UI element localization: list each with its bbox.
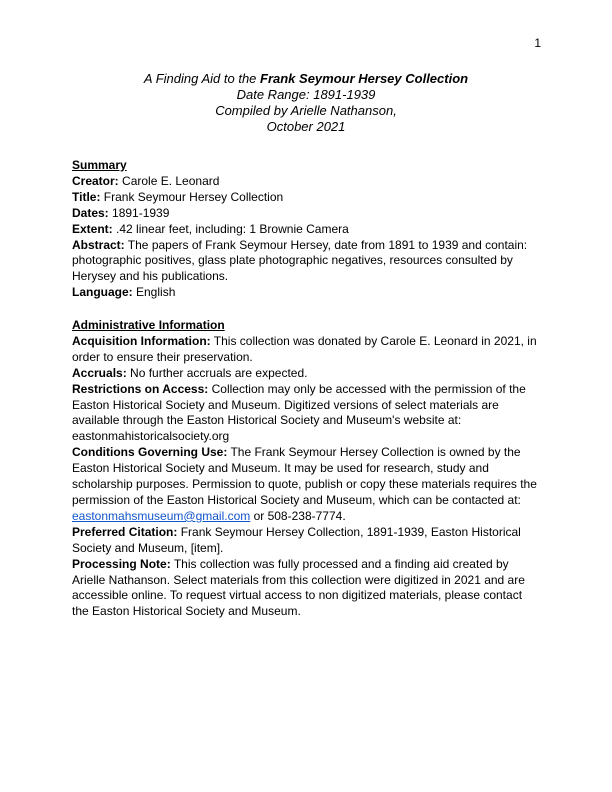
field-value: Frank Seymour Hersey Collection, 1891-1939, Easton Historical Society and Museum, [item]. (72, 524, 521, 555)
title-prefix: A Finding Aid to the (143, 71, 261, 86)
field-title (72, 190, 542, 206)
field-accruals (72, 366, 542, 382)
email-link[interactable]: eastonmahsmuseum@gmail.com (72, 508, 251, 523)
field-label: Conditions Governing Use: (72, 445, 228, 460)
date-range: Date Range: 1891-1939 (236, 87, 376, 102)
field-value: Frank Seymour Hersey Collection (100, 189, 284, 204)
field-acquisition (72, 334, 542, 366)
field-abstract (72, 238, 542, 286)
field-label: Extent: (72, 221, 113, 236)
field-value: English (132, 285, 176, 300)
field-creator (72, 174, 542, 190)
field-label: Creator: (72, 173, 119, 188)
field-value: The Frank Seymour Hersey Collection is owned by the Easton Historical Society and Museum. It may be used for research, study and scholarship purposes. Permission to quote, publish or copy these materials requires the permission of the Easton Historical Society and Museum, which can be contacted at: (72, 445, 537, 507)
title-block (0, 71, 612, 135)
field-processing (72, 557, 542, 621)
field-label: Acquisition Information: (72, 333, 211, 348)
summary-section (72, 158, 542, 301)
field-citation (72, 525, 542, 557)
field-language (72, 285, 542, 301)
collection-name: Frank Seymour Hersey Collection (260, 71, 469, 86)
field-value: The papers of Frank Seymour Hersey, date from 1891 to 1939 and contain: photographic positives, glass plate photographic negatives, resources consulted by Herysey and his publications. (72, 237, 528, 284)
field-value: No further accruals are expected. (126, 365, 308, 380)
field-label: Abstract: (72, 237, 125, 252)
field-value: Collection may only be accessed with the permission of the Easton Historical Society and Museum. Digitized versions of select materials are available through the Easton Historical Society and Museum's website at: eastonmahistoricalsociety.org (72, 381, 526, 444)
field-label: Processing Note: (72, 556, 171, 571)
administrative-section (72, 318, 542, 620)
field-label: Dates: (72, 205, 109, 220)
field-value-suffix: or 508-238-7774. (250, 508, 346, 523)
field-value: 1891-1939 (108, 205, 170, 220)
document-date: October 2021 (266, 119, 346, 134)
field-dates (72, 206, 542, 222)
field-label: Preferred Citation: (72, 524, 178, 539)
field-label: Accruals: (72, 365, 127, 380)
field-conditions (72, 445, 542, 525)
compiled-by: Compiled by Arielle Nathanson, (215, 103, 397, 118)
admin-heading: Administrative Information (72, 318, 225, 332)
field-restrictions (72, 382, 542, 446)
field-value: This collection was donated by Carole E. Leonard in 2021, in order to ensure their preservation. (72, 333, 537, 364)
field-value: Carole E. Leonard (118, 173, 220, 188)
field-label: Restrictions on Access: (72, 381, 209, 396)
field-label: Title: (72, 189, 101, 204)
summary-heading: Summary (72, 158, 127, 172)
field-value: This collection was fully processed and a finding aid created by Arielle Nathanson. Select materials from this collection were digitized in 2021 and are accessible online. To request virtual access to non digitized materials, please contact the Easton Historical Society and Museum. (72, 556, 525, 619)
field-label: Language: (72, 285, 133, 300)
document-title (0, 71, 612, 87)
page-number: 1 (534, 36, 541, 50)
field-value: .42 linear feet, including: 1 Brownie Camera (112, 221, 349, 236)
field-extent (72, 222, 542, 238)
